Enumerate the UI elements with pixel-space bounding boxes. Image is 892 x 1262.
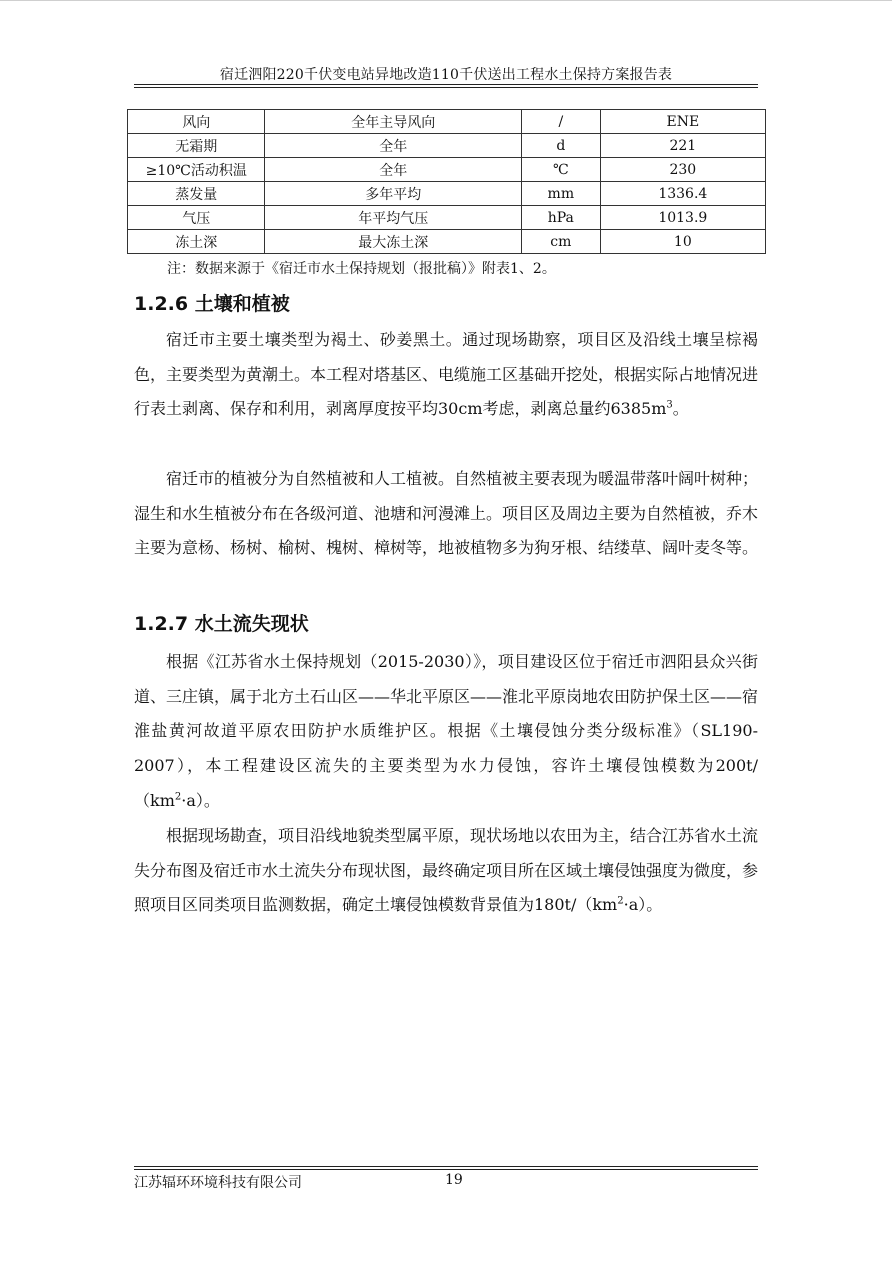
table-cell: 230 <box>600 158 765 182</box>
table-note: 注：数据来源于《宿迁市水土保持规划（报批稿）》附表1、2。 <box>167 261 556 277</box>
table-cell: 年平均气压 <box>265 206 522 230</box>
table-cell: hPa <box>521 206 600 230</box>
table-cell: 10 <box>600 230 765 254</box>
table-cell: 多年平均 <box>265 182 522 206</box>
table-cell: 全年主导风向 <box>265 110 522 134</box>
table-cell: 无霜期 <box>128 134 265 158</box>
table-cell: 1336.4 <box>600 182 765 206</box>
footer-rule-double <box>134 1169 758 1170</box>
superscript: 3 <box>666 400 673 412</box>
page-number: 19 <box>445 1172 463 1188</box>
paragraph-soil-text: 宿迁市主要土壤类型为褐土、砂姜黑土。通过现场勘察，项目区及沿线土壤呈棕褐色，主要类型为黄潮土。本工程对塔基区、电缆施工区基础开挖处，根据实际占地情况进行表土剥离、保存和利用，剥离厚度按平均30cm考虑，剥离总量约6385m <box>134 330 759 419</box>
superscript: 2 <box>617 896 624 908</box>
table-cell: 风向 <box>128 110 265 134</box>
table-cell: 冻土深 <box>128 230 265 254</box>
table-cell: 221 <box>600 134 765 158</box>
table-cell: cm <box>521 230 600 254</box>
paragraph-erosion-status-text: 根据现场勘查，项目沿线地貌类型属平原，现状场地以农田为主，结合江苏省水土流失分布图及宿迁市水土流失分布现状图，最终确定项目所在区域土壤侵蚀强度为微度，参照项目区同类项目监测数据，确定土壤侵蚀模数背景值为180t/（km <box>134 826 759 915</box>
table-cell: ENE <box>600 110 765 134</box>
table-row <box>128 230 766 254</box>
section-heading-1-2-7: 1.2.7 水土流失现状 <box>134 613 309 635</box>
page-header-title: 宿迁泗阳220千伏变电站异地改造110千伏送出工程水土保持方案报告表 <box>219 67 673 83</box>
table-cell: d <box>521 134 600 158</box>
table-row <box>128 134 766 158</box>
header-rule <box>134 84 758 85</box>
paragraph-soil-end: 。 <box>672 399 689 419</box>
table-cell: 全年 <box>265 158 522 182</box>
paragraph-vegetation: 宿迁市的植被分为自然植被和人工植被。自然植被主要表现为暖温带落叶阔叶树种；湿生和水生植被分布在各级河道、池塘和河漫滩上。项目区及周边主要为自然植被，乔木主要为意杨、杨树、榆树、槐树、樟树等，地被植物多为狗牙根、结缕草、阔叶麦冬等。 <box>134 469 759 558</box>
footer-rule <box>134 1166 758 1167</box>
table-row <box>128 182 766 206</box>
section-heading-1-2-6: 1.2.6 土壤和植被 <box>134 293 290 315</box>
table-row <box>128 158 766 182</box>
table-cell: mm <box>521 182 600 206</box>
header-rule-double <box>134 87 758 88</box>
paragraph-erosion-zoning-end: ·a）。 <box>181 790 220 810</box>
paragraph-erosion-status-end: ·a）。 <box>623 895 663 915</box>
footer-company: 江苏辐环环境科技有限公司 <box>134 1175 302 1191</box>
paragraph-erosion-status <box>134 819 758 923</box>
table-cell: 1013.9 <box>600 206 765 230</box>
paragraph-erosion-zoning <box>134 645 758 819</box>
table-row <box>128 206 766 230</box>
paragraph-soil <box>134 323 758 427</box>
table-cell: 蒸发量 <box>128 182 265 206</box>
table-cell: / <box>521 110 600 134</box>
table-cell: 全年 <box>265 134 522 158</box>
table-cell: 最大冻土深 <box>265 230 522 254</box>
table-cell: ≥10℃活动积温 <box>128 158 265 182</box>
table-row <box>128 110 766 134</box>
page-top-border <box>0 0 892 1</box>
table-cell: ℃ <box>521 158 600 182</box>
superscript: 2 <box>174 791 182 803</box>
paragraph-erosion-zoning-text: 根据《江苏省水土保持规划（2015-2030）》，项目建设区位于宿迁市泗阳县众兴街道、三庄镇，属于北方土石山区——华北平原区——淮北平原岗地农田防护保土区——宿淮盐黄河故道平原农田防护水质维护区。根据《土壤侵蚀分类分级标准》（SL190-2007），本工程建设区流失的主要类型为水力侵蚀，容许土壤侵蚀模数为200t/（km <box>134 652 759 810</box>
table-cell: 气压 <box>128 206 265 230</box>
climate-table <box>127 109 766 254</box>
